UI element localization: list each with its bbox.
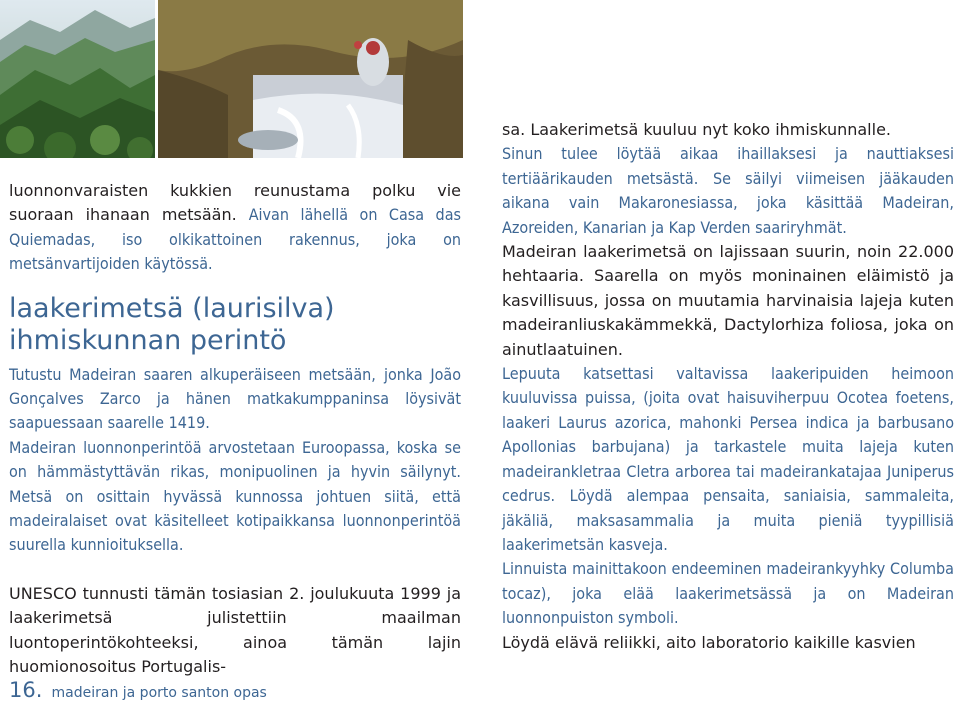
- left-paragraph-1: [9, 363, 461, 436]
- right-paragraph-1: sa. Laakerimetsä kuuluu nyt koko ihmiskunnalle.: [502, 120, 891, 139]
- footer-title: madeiran ja porto santon opas: [51, 685, 267, 701]
- page-footer: [9, 678, 267, 702]
- right-paragraph-4: [502, 362, 954, 557]
- left-paragraph-3: UNESCO tunnusti tämän tosiasian 2. joulukuuta 1999 ja laakerimetsä julistettiin maailman luontoperintökohteeksi, ainoa tämän lajin huomionosoitus Portugalis-: [9, 583, 461, 677]
- right-paragraph-3: [502, 240, 954, 362]
- section-heading: [9, 293, 461, 357]
- right-p4-blue-2: Löydä alempaa pensaita, saniaisia, sammaleita, jäkäliä, maksasammalia ja muita pieniä tyypillisiä laakerimetsän kasveja.: [502, 486, 954, 554]
- forest-mountains-photo: [0, 0, 155, 158]
- right-p3-dark: Madeiran laakerimetsä on lajissaan suurin, noin 22.000 hehtaaria.: [502, 242, 954, 286]
- left-column: [9, 179, 461, 680]
- left-p2-blue: Madeiran luonnonperintöä arvostetaan Euroopassa, koska se on hämmästyttävän rikas, monipuolinen ja hyvin säilynyt.: [9, 437, 461, 482]
- right-p2-blue-2: Se säilyi viimeisen jääkauden aikana vain Makaronesiassa, joka käsittää Madeiran, Azoreiden, Kanarian ja Kap Verden saariryhmät.: [502, 168, 955, 237]
- page-number: 16.: [9, 678, 43, 702]
- right-p2-blue: Sinun tulee löytää aikaa ihaillaksesi ja nauttiaksesi tertiäärikauden metsästä.: [502, 144, 954, 188]
- left-p1-blue: Tutustu Madeiran saaren alkuperäiseen metsään,: [9, 364, 376, 384]
- right-paragraph-5: Linnuista mainittakoon endeeminen madeirankyyhky Columba tocaz), joka elää laakerimetsässä ja on Madeiran luonnonpuiston symboli.: [502, 559, 954, 628]
- section-heading-line2: ihmiskunnan perintö: [9, 324, 287, 356]
- left-p2-blue-2: Metsä on osittain hyvässä kunnossa johtuen siitä, että madeiralaiset ovat käsitelleet kotipaikkansa luonnonperintöä suurella kunnioituksella.: [9, 486, 461, 555]
- intro-paragraph: [9, 179, 461, 277]
- right-paragraph-6: Löydä elävä reliikki, aito laboratorio kaikille kasvien: [502, 632, 916, 652]
- intro-text-dark: luonnonvaraisten kukkien reunustama polku vie suoraan ihanaan metsään.: [9, 181, 461, 225]
- right-p3-dark-2: Saarella on myös moninainen eläimistö ja kasvillisuus, jossa on muutamia harvinaisia lajeja kuten madeiranliuskakämmekkä, Dactylorhiza foliosa, joka on ainutlaatuinen.: [502, 266, 954, 359]
- left-paragraph-2: [9, 436, 461, 558]
- right-p4-blue: Lepuuta katsettasi valtavissa laakeripuiden heimoon kuuluvissa puissa, (joita ovat haisuviherpuu Ocotea foetens, laakeri Laurus azorica, mahonki Persea indica ja barbusano Apollonias barbujana) ja tarkastele muita lajeja kuten madeirankletraa Cletra arborea tai madeirankatajaa Juniperus cedrus.: [502, 364, 954, 506]
- cave-waterfall-photo: [158, 0, 463, 158]
- right-paragraph-2: [502, 142, 954, 240]
- left-p1-blue-2: jonka João Gonçalves Zarco ja hänen matkakumppaninsa löysivät saapuessaan saarelle 1419.: [9, 364, 461, 433]
- intro-text-blue: Aivan lähellä on Casa das Quiemadas, iso olkikattoinen rakennus, joka on metsänvartijoiden käytössä.: [9, 205, 462, 274]
- section-heading-line1: laakerimetsä (laurisilva): [9, 292, 335, 324]
- right-column: [502, 118, 954, 655]
